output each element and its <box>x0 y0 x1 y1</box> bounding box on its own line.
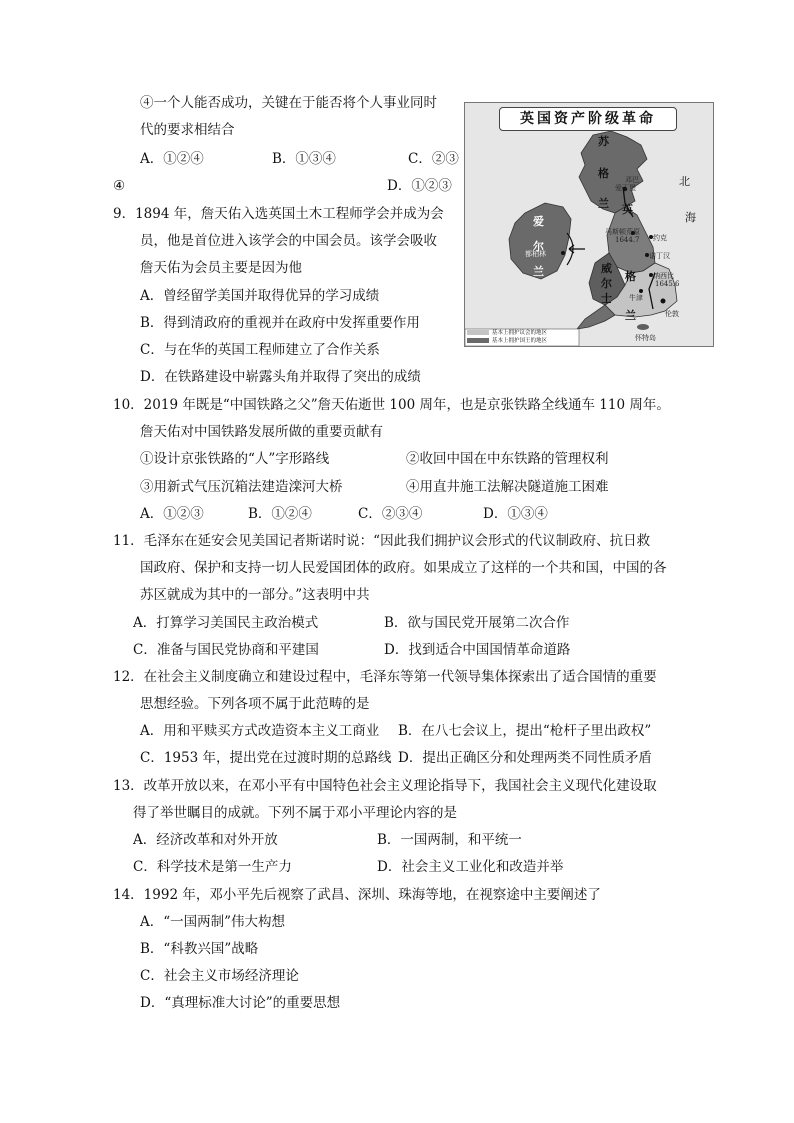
map-city-dunbar: 邓巴 <box>625 176 639 184</box>
q8-option-4-line2: 代的要求相结合 <box>140 122 235 138</box>
map-label-lan1: 兰 <box>598 197 609 210</box>
map-date-naseby: 1645.6 <box>655 280 680 288</box>
map-city-london: 伦敦 <box>665 310 679 318</box>
q8-answer-c-cont: ④ <box>113 178 126 194</box>
map-isle-wight: 怀特岛 <box>635 334 656 342</box>
legend-text-king: 基本上拥护国王的地区 <box>492 338 548 344</box>
map-label-ge1: 格 <box>598 167 609 180</box>
legend-text-parliament: 基本上拥护议会的地区 <box>492 330 548 336</box>
q9-option-b: B．得到清政府的重视并在政府中发挥重要作用 <box>140 315 420 331</box>
q9-option-c: C．与在华的英国工程师建立了合作关系 <box>140 342 380 358</box>
q14-stem: 14．1992 年，邓小平先后视察了武昌、深圳、珠海等地，在视察途中主要阐述了 <box>113 887 601 903</box>
q13-stem-line2: 得了举世瞩目的成就。下列不属于邓小平理论内容的是 <box>133 805 457 821</box>
map-label-shi: 士 <box>601 292 612 305</box>
q12-stem-line2: 思想经验。下列各项不属于此范畴的是 <box>140 696 370 712</box>
q13-option-c: C．科学技术是第一生产力 <box>133 859 292 875</box>
q13-stem-line1: 13．改革开放以来，在邓小平有中国特色社会主义理论指导下，我国社会主义现代化建设取 <box>113 778 657 794</box>
q10-item-4: ④用直井施工法解决隧道施工困难 <box>406 479 609 495</box>
map-city-marston: 马斯顿荒原 <box>605 228 640 236</box>
q14-option-a: A．“一国两制”伟大构想 <box>140 914 286 930</box>
legend-swatch-light <box>467 330 489 335</box>
map-label-er: 尔 <box>533 240 544 253</box>
q8-answer-a: A．①②④ <box>140 151 204 167</box>
q8-answer-c: C．②③ <box>408 151 459 167</box>
map-label-lan3: 兰 <box>625 309 636 322</box>
q9-stem-line2: 员，他是首位进入该学会的中国会员。该学会吸收 <box>140 233 437 249</box>
q10-option-b: B．①②④ <box>248 506 312 522</box>
q14-option-b: B．“科教兴国”战略 <box>140 941 259 957</box>
map-label-er2: 尔 <box>601 277 612 290</box>
q13-option-a: A．经济改革和对外开放 <box>133 832 278 848</box>
q11-stem-line2: 国政府、保护和支持一切人民爱国团体的政府。如果成立了这样的一个共和国，中国的各 <box>140 560 667 576</box>
q10-option-d: D．①③④ <box>483 506 548 522</box>
q13-option-b: B．一国两制，和平统一 <box>377 832 522 848</box>
q12-option-a: A．用和平赎买方式改造资本主义工商业 <box>140 723 380 739</box>
q9-option-d: D．在铁路建设中崭露头角并取得了突出的成绩 <box>140 369 421 385</box>
map-label-ai: 爱 <box>533 215 544 228</box>
dot-london <box>661 299 666 304</box>
q11-stem-line3: 苏区就成为其中的一部分。”这表明中共 <box>140 587 370 603</box>
q8-answer-d: D．①②③ <box>387 178 452 194</box>
map-label-ge2: 格 <box>625 270 636 283</box>
q12-stem-line1: 12．在社会主义制度确立和建设过程中，毛泽东等第一代领导集体探索出了适合国情的重要 <box>113 669 657 685</box>
map-city-dublin: 都柏林 <box>525 250 546 258</box>
q10-option-a: A．①②③ <box>140 506 204 522</box>
q10-item-1: ①设计京张铁路的“人”字形路线 <box>140 451 330 467</box>
q8-answer-b: B．①③④ <box>272 151 336 167</box>
q9-stem-line3: 詹天佑为会员主要是因为他 <box>140 260 302 276</box>
map-city-naseby: 纳西比 <box>653 272 674 280</box>
map-title: 英国资产阶级革命 <box>499 107 677 131</box>
map-city-york: 约克 <box>653 234 667 242</box>
dot-dublin <box>561 251 565 255</box>
q10-stem-line1: 10．2019 年既是“中国铁路之父”詹天佑逝世 100 周年，也是京张铁路全线通车 110 周年。 <box>113 397 670 413</box>
map-label-lan2: 兰 <box>533 265 544 278</box>
q11-option-a: A．打算学习美国民主政治模式 <box>133 615 319 631</box>
q14-option-d: D．“真理标准大讨论”的重要思想 <box>140 995 341 1011</box>
q10-option-c: C．②③④ <box>358 506 423 522</box>
map-label-bei: 北 <box>679 175 690 188</box>
q11-option-d: D．找到适合中国国情革命道路 <box>384 642 571 658</box>
map-label-su: 苏 <box>598 135 609 148</box>
britain-revolution-map <box>464 102 714 347</box>
map-city-edinburgh: 爱丁堡 <box>615 184 636 192</box>
q12-option-c: C．1953 年，提出党在过渡时期的总路线 <box>140 750 392 766</box>
q10-stem-line2: 詹天佑对中国铁路发展所做的重要贡献有 <box>140 424 383 440</box>
q11-stem-line1: 11．毛泽东在延安会见美国记者斯诺时说：“因此我们拥护议会形式的代议制政府、抗日救 <box>113 533 651 549</box>
map-city-nottingham: 诺丁汉 <box>649 252 670 260</box>
isle-of-wight <box>637 324 649 330</box>
map-label-hai: 海 <box>685 211 696 224</box>
q10-item-3: ③用新式气压沉箱法建造滦河大桥 <box>140 479 343 495</box>
q10-item-2: ②收回中国在中东铁路的管理权利 <box>406 451 609 467</box>
map-label-ying: 英 <box>622 203 633 216</box>
q13-option-d: D．社会主义工业化和改造并举 <box>377 859 564 875</box>
map-date-marston: 1644.7 <box>615 236 640 244</box>
q11-option-c: C．准备与国民党协商和平建国 <box>133 642 319 658</box>
legend-swatch-dark <box>467 338 489 343</box>
q14-option-c: C．社会主义市场经济理论 <box>140 968 299 984</box>
map-label-wei: 威 <box>601 262 612 275</box>
q9-option-a: A．曾经留学美国并取得优异的学习成绩 <box>140 288 380 304</box>
q9-stem-line1: 9．1894 年，詹天佑入选英国土木工程师学会并成为会 <box>113 206 444 222</box>
q8-option-4-line1: ④一个人能否成功，关键在于能否将个人事业同时 <box>140 95 437 111</box>
map-city-oxford: 牛津 <box>629 294 643 302</box>
q11-option-b: B．欲与国民党开展第二次合作 <box>384 615 570 631</box>
legend-king <box>467 337 577 346</box>
q12-option-b: B．在八七会议上，提出“枪杆子里出政权” <box>398 723 652 739</box>
q12-option-d: D．提出正确区分和处理两类不同性质矛盾 <box>398 750 652 766</box>
